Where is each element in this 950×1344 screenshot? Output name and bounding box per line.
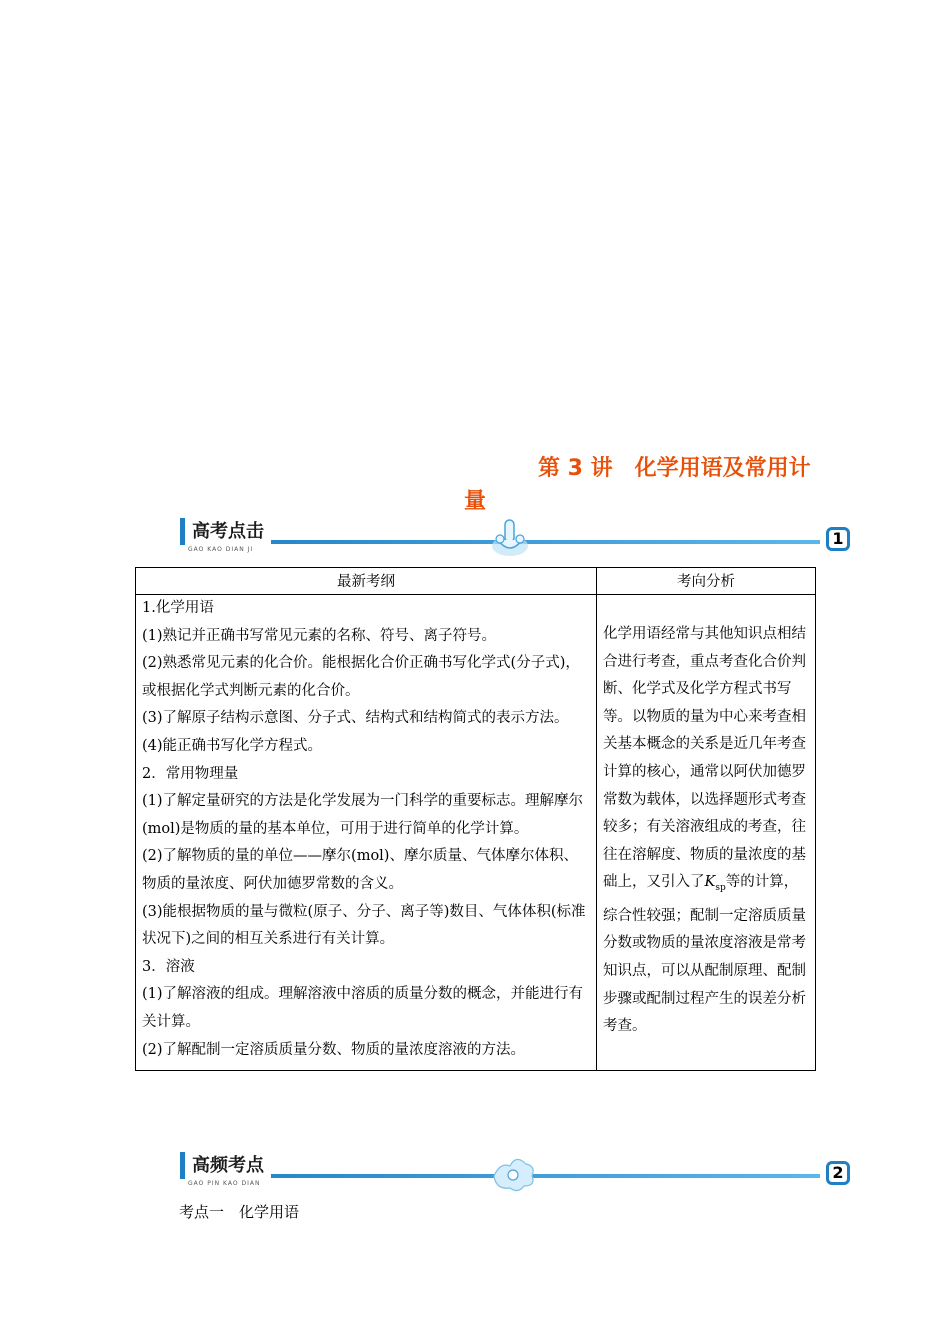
banner-sublabel: GAO KAO DIAN JI — [188, 546, 254, 553]
syllabus-item: 2．常用物理量 — [142, 765, 239, 782]
ksp-letter: K — [704, 874, 716, 891]
banner-number: 1 — [826, 527, 850, 551]
syllabus-item: (4)能正确书写化学方程式。 — [142, 737, 323, 754]
syllabus-item: (3)了解原子结构示意图、分子式、结构式和结构简式的表示方法。 — [142, 710, 569, 727]
syllabus-item: (1)熟记并正确书写常见元素的名称、符号、离子符号。 — [142, 627, 497, 644]
ksp-symbol — [704, 874, 726, 894]
syllabus-table — [135, 567, 816, 1071]
syllabus-cell — [136, 595, 597, 1071]
analysis-text-part2: 等的计算，综合性较强；配制一定溶质质量分数或物质的量浓度溶液是常考知识点，可以从配制原理、配制步骤或配制过程产生的误差分析考查。 — [603, 874, 806, 1035]
syllabus-item: (1)了解定量研究的方法是化学发展为一门科学的重要标志。理解摩尔(mol)是物质的量的基本单位，可用于进行简单的化学计算。 — [142, 793, 584, 837]
banner-number: 2 — [826, 1161, 850, 1185]
syllabus-item: 3．溶液 — [142, 958, 195, 975]
hand-icon — [488, 516, 532, 560]
page-title-line1: 第 3 讲 化学用语及常用计 — [538, 456, 811, 481]
table-header-row — [136, 568, 816, 595]
banner-gaopin-kaodian — [180, 1150, 850, 1194]
banner-label: 高频考点 — [180, 1152, 271, 1179]
syllabus-item: (2)熟悉常见元素的化合价。能根据化合价正确书写化学式(分子式)，或根据化学式判断元素的化合价。 — [142, 655, 580, 699]
syllabus-item: (2)了解配制一定溶质质量分数、物质的量浓度溶液的方法。 — [142, 1041, 526, 1058]
syllabus-item: (3)能根据物质的量与微粒(原子、分子、离子等)数目、气体体积(标准状况下)之间的相互关系进行有关计算。 — [142, 903, 586, 948]
ksp-subscript: sp — [715, 883, 726, 894]
page-title-line2: 量 — [464, 489, 487, 514]
banner-sublabel: GAO PIN KAO DIAN — [188, 1180, 261, 1187]
header-exam-analysis: 考向分析 — [597, 568, 816, 595]
syllabus-item: (2)了解物质的量的单位——摩尔(mol)、摩尔质量、气体摩尔体积、物质的量浓度、阿伏加德罗常数的含义。 — [142, 848, 578, 892]
section-heading: 考点一 化学用语 — [179, 1203, 300, 1221]
splash-icon — [488, 1150, 538, 1194]
table-row — [136, 595, 816, 1071]
analysis-cell — [597, 595, 816, 1071]
analysis-text-part1: 化学用语经常与其他知识点相结合进行考查，重点考查化合价判断、化学式及化学方程式书写等。以物质的量为中心来考查相关基本概念的关系是近几年考查计算的核心，通常以阿伏加德罗常数为载体，以选择题形式考查较多；有关溶液组成的考查，往往在溶解度、物质的量浓度的基础上，又引入了 — [603, 626, 806, 891]
header-latest-syllabus: 最新考纲 — [136, 568, 597, 595]
syllabus-item: (1)了解溶液的组成。理解溶液中溶质的质量分数的概念，并能进行有关计算。 — [142, 986, 584, 1030]
banner-label: 高考点击 — [180, 518, 271, 545]
banner-gaokao-dianji — [180, 516, 850, 560]
syllabus-item: 1.化学用语 — [142, 600, 214, 616]
